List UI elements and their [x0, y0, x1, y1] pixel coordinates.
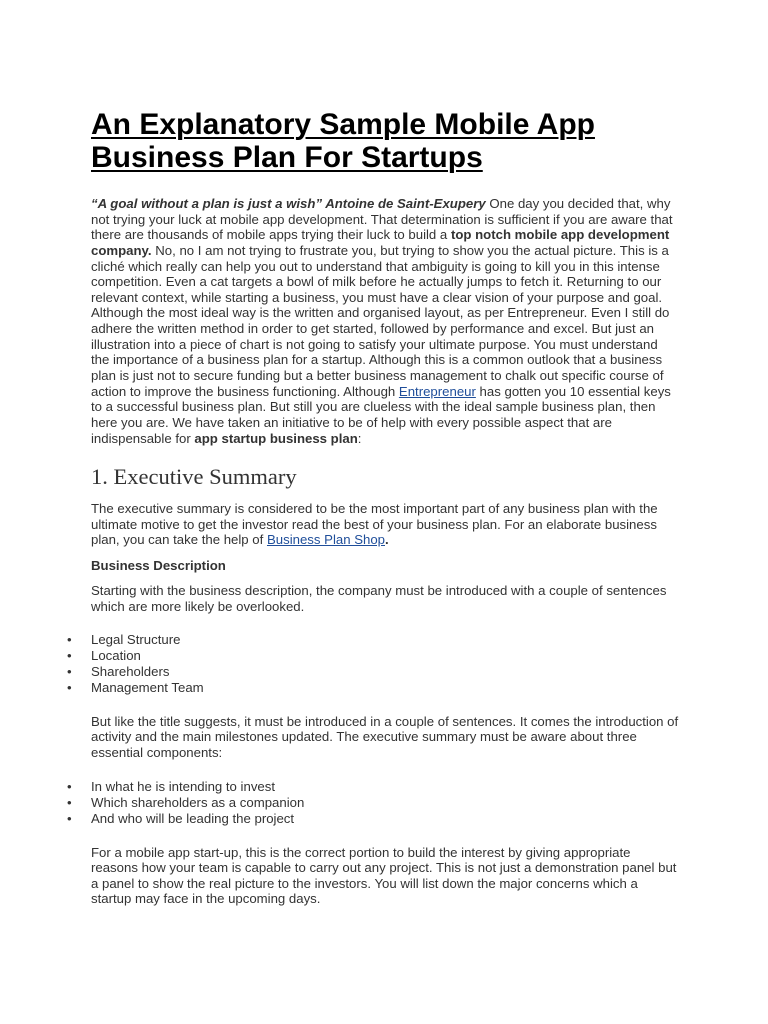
text-run: has gotten you 10 essential keys: [475, 383, 671, 399]
text-run: The executive summary is considered to be the most important part of any business plan with the: [91, 501, 658, 516]
list-item-text: And who will be leading the project: [91, 810, 295, 826]
section-heading-executive-summary: 1. Executive Summary: [91, 464, 297, 489]
text-line: [91, 384, 673, 400]
text-line: [91, 352, 673, 368]
bold-text: company.: [91, 242, 152, 258]
text-line: Starting with the business description, the company must be introduced with a couple of sentences: [91, 583, 667, 598]
text-run: One day you decided that, why: [485, 196, 671, 211]
text-line: [91, 305, 673, 321]
business-plan-shop-link[interactable]: Business Plan Shop: [266, 532, 385, 548]
text-run: action to improve the business functioning. Although: [91, 383, 399, 399]
list-item-text: In what he is intending to invest: [91, 778, 276, 794]
list-item-text: Management Team: [91, 679, 204, 695]
executive-summary-paragraph: [91, 501, 658, 548]
business-description-list: [67, 632, 204, 696]
bullet-marker: •: [67, 631, 72, 647]
list-item: [67, 648, 204, 664]
text-line: [91, 243, 673, 259]
list-item: [67, 664, 204, 680]
bold-text: top notch mobile app development: [450, 227, 670, 243]
bullet-marker: •: [67, 663, 72, 679]
text-run: illustration into a piece of chart is not going to satisfy your ultimate purpose. You must understand: [91, 336, 658, 352]
text-line: For a mobile app start-up, this is the correct portion to build the interest by giving appropriate: [91, 844, 631, 860]
list-item-text: Legal Structure: [91, 631, 181, 647]
bold-text: app startup business plan: [194, 430, 358, 446]
text-run: to a successful business plan. But still you are clueless with the ideal sample business plan, then: [91, 399, 656, 415]
bullet-marker: •: [67, 794, 72, 810]
text-run: indispensable for: [91, 430, 195, 446]
text-line: [91, 227, 673, 243]
list-item-text: Location: [91, 647, 141, 663]
bullet-marker: •: [67, 679, 72, 695]
text-run: adhere the written method in order to get started, followed by performance and excel. But just an: [91, 321, 654, 337]
text-line: [91, 337, 673, 353]
document-title: [91, 108, 595, 174]
list-item-text: Shareholders: [91, 663, 170, 679]
text-line: But like the title suggests, it must be introduced in a couple of sentences. It comes the introduction of: [91, 713, 679, 729]
text-line: [91, 501, 658, 517]
text-line: reasons how your team is capable to carry out any project. This is not just a demonstration panel but: [91, 860, 677, 876]
text-line: startup may face in the upcoming days.: [91, 891, 321, 907]
text-run: here you are. We have taken an initiative to be of help with every possible aspect that are: [91, 414, 612, 430]
text-line: a panel to show the real picture to the investors. You will list down the major concerns which a: [91, 875, 638, 891]
text-run: not trying your luck at mobile app development. That determination is sufficient if you are aware that: [91, 211, 673, 227]
text-line: activity and the main milestones updated. The executive summary must be aware about three: [91, 729, 637, 745]
text-line: which are more likely be overlooked.: [91, 598, 305, 614]
text-line: [91, 259, 673, 275]
text-line: [91, 532, 658, 548]
title-line: [91, 108, 595, 141]
essential-components-list: [67, 779, 304, 827]
text-line: [91, 399, 673, 415]
text-line: [91, 212, 673, 228]
text-run: competition. Even a cat targets a bowl of milk before he actually jumps to fetch it. Returning to our: [91, 274, 662, 290]
text-run: cliché which really can help you out to understand that ambiguity is going to kill you in this intense: [91, 258, 660, 274]
bullet-marker: •: [67, 778, 72, 794]
list-item: [67, 811, 304, 827]
text-line: [91, 517, 658, 533]
business-description-paragraph: [91, 583, 666, 614]
text-line: [91, 368, 673, 384]
list-item-text: Which shareholders as a companion: [91, 794, 305, 810]
text-run: plan is just not to secure funding but a better business management to chalk out specific course of: [91, 368, 664, 384]
text-run: No, no I am not trying to frustrate you, but trying to show you the actual picture. This is a: [151, 242, 669, 258]
title-line-text: An Explanatory Sample Mobile App: [91, 108, 595, 141]
entrepreneur-link[interactable]: Entrepreneur: [398, 383, 476, 399]
list-item: [67, 779, 304, 795]
bullet-marker: •: [67, 810, 72, 826]
quote-text: “A goal without a plan is just a wish” Antoine de Saint-Exupery: [91, 196, 486, 211]
text-line: [91, 431, 673, 447]
mobile-app-startup-paragraph: [91, 845, 676, 908]
bold-text: .: [385, 532, 389, 548]
text-line: [91, 290, 673, 306]
text-run: there are thousands of mobile apps trying their luck to build a: [91, 227, 451, 243]
intro-paragraph: [91, 196, 673, 446]
text-run: relevant context, while starting a business, you must have a clear vision of your purpose and goal.: [91, 289, 663, 305]
text-line: [91, 196, 673, 212]
text-run: Although the most ideal way is the written and organised layout, as per Entrepreneur. Even I still do: [91, 305, 670, 321]
text-line: [91, 415, 673, 431]
text-run: :: [357, 430, 362, 446]
title-line-text: Business Plan For Startups: [91, 141, 483, 174]
list-item: [67, 680, 204, 696]
list-item: [67, 795, 304, 811]
text-run: ultimate motive to get the investor read the best of your business plan. For an elaborate business: [91, 516, 657, 532]
essential-components-paragraph: [91, 714, 678, 761]
bullet-marker: •: [67, 647, 72, 663]
business-description-heading: Business Description: [91, 558, 226, 573]
text-line: [91, 274, 673, 290]
text-run: plan, you can take the help of: [91, 532, 267, 548]
list-item: [67, 632, 204, 648]
text-line: essential components:: [91, 744, 223, 760]
text-run: the importance of a business plan for a startup. Although this is a common outlook that a business: [91, 352, 663, 368]
title-line: [91, 141, 595, 174]
text-line: [91, 321, 673, 337]
